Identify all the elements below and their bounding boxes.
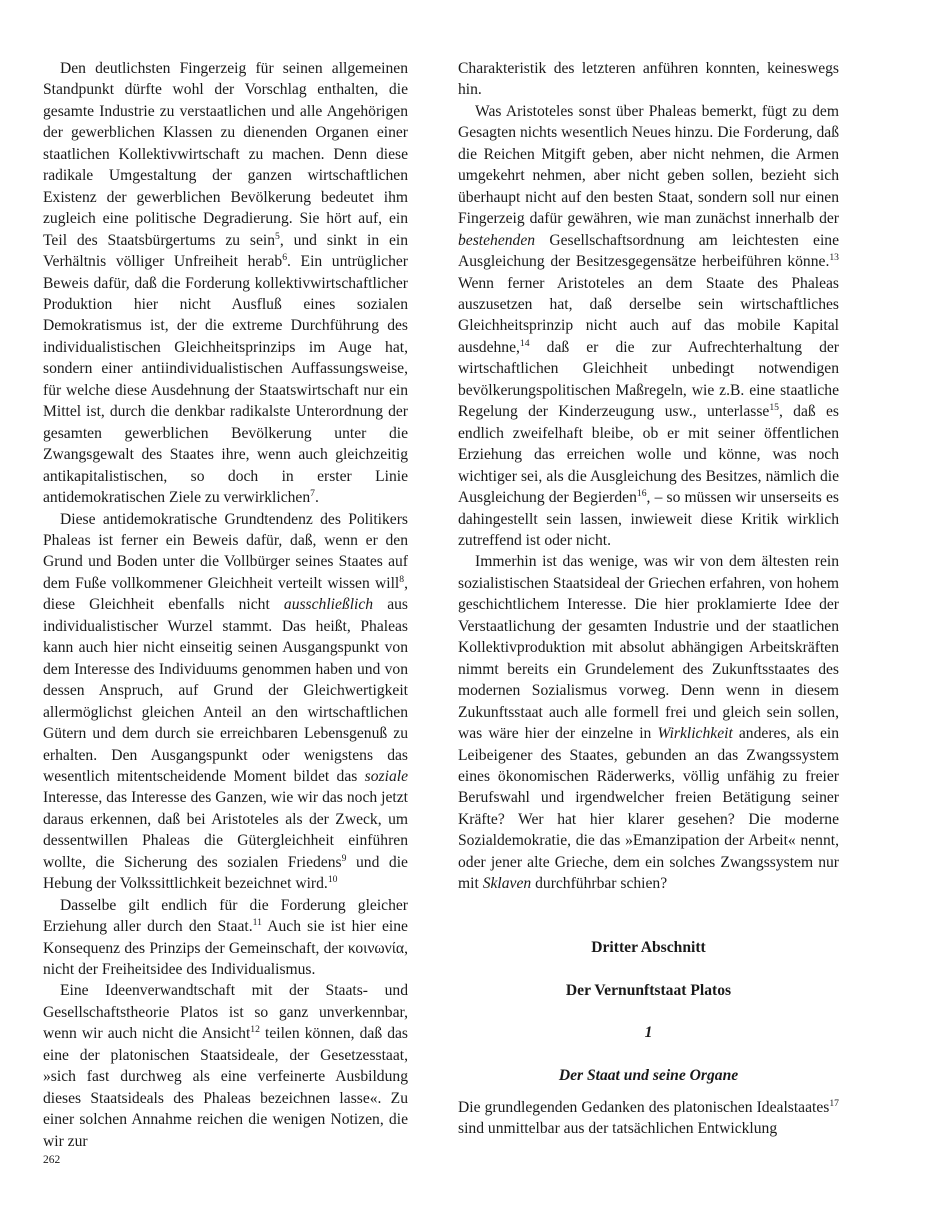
footnote-ref[interactable]: 7 — [310, 488, 315, 500]
paragraph: Was Aristoteles sonst über Phaleas bemerkt, fügt zu dem Gesagten nichts wesentlich Neues hinzu. Die Forderung, daß die Reichen Mitgift geben, aber nicht nehmen, die Armen umgekehrt nehmen, aber nicht geben sollen, bezieht sich überhaupt nicht auf den besten Staat, sondern soll nur einen Fingerzeig dafür gewähren, wie man zunächst innerhalb der bestehenden Gesellschaftsordnung am leichtesten eine Ausgleichung der Besitzesgegensätze herbeiführen könne.$^{13}$ Wenn ferner Aristoteles an dem Staate des Phaleas auszusetzen hat, daß derselbe sein wirtschaftliches Gleichheitsprinzip nicht auch auf das mobile Kapital ausdehne,$^{14}$ daß er die zur Aufrechterhaltung der wirtschaftlichen Gleichheit unbedingt notwendigen bevölkerungspolitischen Maßregeln, wie z.B. eine staatliche Regelung der Kinderzeugung usw., unterlasse$^{15}$, daß es endlich zweifelhaft bleibe, ob er mit seiner öffentlichen Erziehung das erreichen wolle und könne, was noch wichtiger sei, als die Ausgleichung des Besitzes, nämlich die Ausgleichung der Begierden$^{16}$, – so müssen wir unserseits es dahingestellt sein lassen, inwieweit diese Kritik wirklich zutreffend ist oder nicht. — [458, 102, 839, 549]
subsection-title: Der Staat und seine Organe — [558, 1067, 739, 1085]
footnote-ref[interactable]: 14 — [519, 337, 530, 349]
paragraph: Diese antidemokratische Grundtendenz des Politikers Phaleas ist ferner ein Beweis dafür, daß, wenn er den Grund und Boden unter die Vollbürger seines Staates auf dem Fuße vollkommener Gleichheit verteilt wissen will$^8$, diese Gleichheit ebenfalls nicht ausschließlich aus individualistischer Wurzel stammt. Das heißt, Phaleas kann auch hier nicht einseitig seinen Ausgangspunkt von dem Interesse des Individuums genommen haben und von dessen Anspruch, auf Grund der Gleichwertigkeit allermöglichst gleichen Anteil an den wirtschaftlichen Gütern und dem durch sie erreichbaren Lebensgenuß zu erhalten. Den Ausgangspunkt oder wenigstens das wesentlich mitentscheidende Moment bildet das soziale Interesse, das Interesse des Ganzen, wie wir das noch jetzt daraus erkennen, daß bei Aristoteles als der Zweck, um dessentwillen Phaleas die Gütergleichheit einführen wollte, die Sicherung des sozialen Friedens$^9$ und die Hebung der Volkssittlichkeit bezeichnet wird.$^{10}$ — [43, 510, 409, 893]
paragraph: Die grundlegenden Gedanken des platonischen Idealstaates$^{17}$ sind unmittelbar aus der tatsächlichen Entwicklung — [458, 1097, 839, 1138]
page-number: 262 — [43, 1154, 61, 1166]
footnote-ref[interactable]: 10 — [327, 874, 338, 886]
footnote-ref[interactable]: 12 — [250, 1024, 260, 1036]
paragraph: Eine Ideenverwandtschaft mit der Staats- und Gesellschaftstheorie Platos ist so ganz unverkennbar, wenn wir auch nicht die Ansicht$^{12}$ teilen können, daß das eine der platonischen Staatsideale, der Gesetzesstaat, »sich fast durchweg als eine verfeinerte Ausbildung dieses Staatsideals des Phaleas bezeichnen lasse«. Zu einer solchen Annahme reichen die wenigen Notizen, die wir zur — [43, 982, 408, 1150]
paragraph: Den deutlichsten Fingerzeig für seinen allgemeinen Standpunkt dürfte wohl der Vorschlag enthalten, die gesamte Industrie zu verstaatlichen und alle Angehörigen der gewerblichen Klassen zu dienenden Organen einer staatlichen Kollektivwirtschaft zu machen. Denn diese radikale Umgestaltung der ganzen wirtschaftlichen Existenz der gewerblichen Bevölkerung bedeutet ihm zugleich eine politische Degradierung. Sie hört auf, ein Teil des Staatsbürgertums zu sein$^5$, und sinkt in ein Verhältnis völliger Unfreiheit herab$^6$. Ein untrüglicher Beweis dafür, daß die Forderung kollektivwirtschaftlicher Produktion hier nicht Ausfluß eines sozialen Demokratismus ist, der die extreme Durchführung des individualistischen Gleichheitsprinzips im Auge hat, sondern einer antiindividualistischen Auffassungsweise, für welche diese Ausdehnung der Staatswirtschaft nur ein Mittel ist, durch die denkbar radikalste Unterordnung der gesamten gewerblichen Bevölkerung unter die Zwangsgewalt des Staates ihre, wenn auch gleichzeitig antikapitalistischen, so doch in erster Linie antidemokratischen Ziele zu verwirklichen$^7$. — [43, 60, 409, 507]
footnote-ref[interactable]: 8 — [399, 573, 405, 585]
section-heading: Dritter Abschnitt — [591, 938, 706, 956]
footnote-ref[interactable]: 16 — [636, 488, 647, 500]
left-column — [43, 58, 408, 1152]
footnote-ref[interactable]: 15 — [769, 402, 779, 414]
paragraph: Dasselbe gilt endlich für die Forderung gleicher Erziehung aller durch den Staat.$^{11}$ Auch sie ist hier eine Konsequenz des Prinzips der Gemeinschaft, der κοινωνία, nicht der Freiheitsidee des Individualismus. — [43, 896, 408, 979]
chapter-title: Der Vernunftstaat Platos — [565, 981, 732, 999]
footnote-ref[interactable]: 11 — [252, 917, 262, 929]
right-column — [458, 58, 839, 1140]
paragraph: Charakteristik des letzteren anführen konnten, keineswegs hin. — [458, 60, 839, 99]
footnote-ref[interactable]: 6 — [282, 252, 288, 264]
footnote-ref[interactable]: 5 — [275, 230, 280, 242]
paragraph: Immerhin ist das wenige, was wir von dem ältesten rein sozialistischen Staatsideal der Griechen erfahren, von hohem geschichtlichem Interesse. Die hier proklamierte Idee der Verstaatlichung der gesamten Industrie und der staatlichen Kollektivproduktion mit absolut abhängigen Arbeitskräften nimmt bereits ein Grundelement des Zukunftsstaates des modernen Sozialismus vorweg. Denn wenn in diesem Zukunftsstaat auch alle formell frei und gleich sein sollen, was wäre hier der einzelne in Wirklichkeit anderes, als ein Leibeigener des Staates, gebunden an das Zwangssystem eines ökonomischen Räderwerks, völlig unfähig zu freier Berufswahl und irgendwelcher freien Betätigung seiner Kräfte? Wer hat hier klarer gesehen? Die moderne Sozialdemokratie, die das »Emanzipation der Arbeit« nennt, oder jener alte Grieche, dem ein solches Zwangssystem nur mit Sklaven durchführbar schien? — [458, 553, 839, 893]
footnote-ref[interactable]: 13 — [829, 252, 839, 264]
subsection-number: 1 — [644, 1024, 653, 1042]
footnote-ref[interactable]: 9 — [341, 852, 347, 864]
footnote-ref[interactable]: 17 — [829, 1097, 839, 1109]
